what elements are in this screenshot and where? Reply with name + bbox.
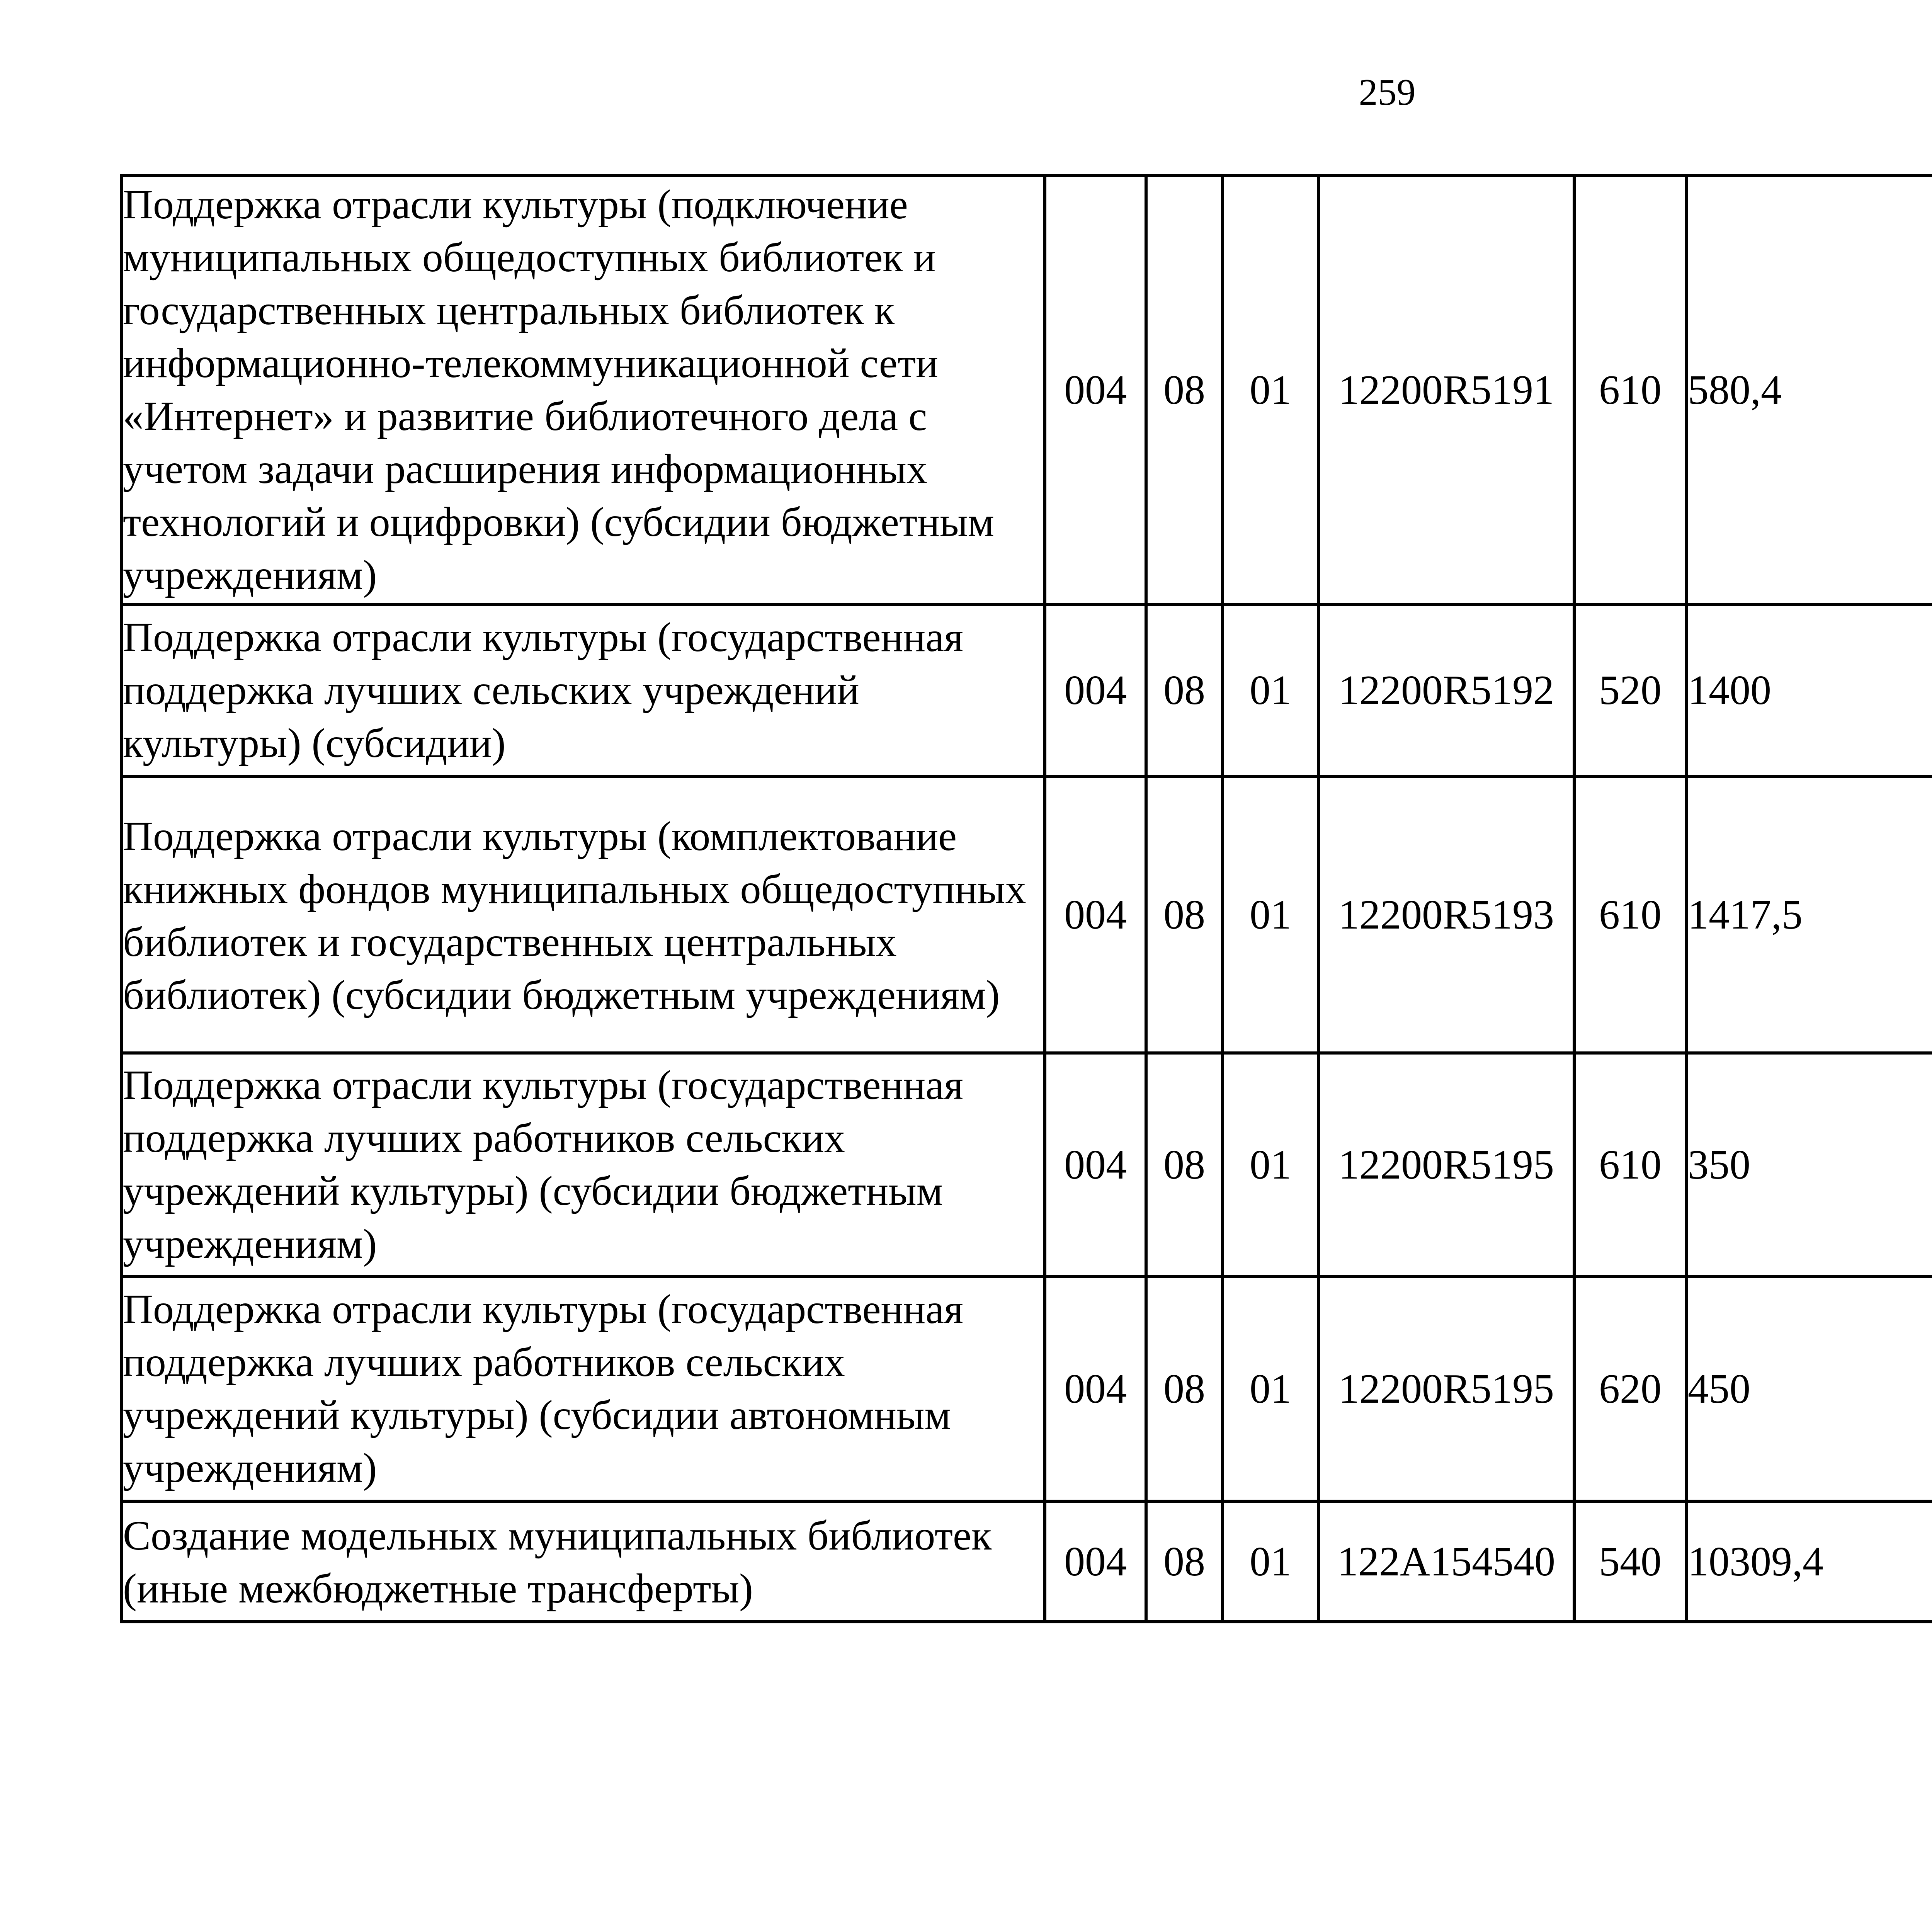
subsection-code: 01 — [1223, 1501, 1318, 1622]
section-code: 08 — [1146, 1276, 1223, 1501]
expense-type-code: 610 — [1574, 776, 1686, 1053]
section-code: 08 — [1146, 604, 1223, 776]
subsection-code: 01 — [1223, 175, 1318, 604]
subsection-code: 01 — [1223, 1053, 1318, 1276]
ministry-code: 004 — [1045, 776, 1146, 1053]
table-row — [121, 604, 1932, 776]
table-row — [121, 175, 1932, 604]
expense-description: Поддержка отрасли культуры (государственная поддержка лучших работников сельских учреждений культуры) (субсидии автономным учреждениям) — [121, 1276, 1045, 1501]
amount-cell: 350 — [1686, 1053, 1932, 1276]
target-item-code: 12200R5195 — [1318, 1276, 1574, 1501]
section-code: 08 — [1146, 175, 1223, 604]
expense-description: Поддержка отрасли культуры (подключение муниципальных общедоступных библиотек и государственных центральных библиотек к информационно-телекоммуникационной сети «Интернет» и развитие библиотечного дела с учетом задачи расширения информационных технологий и оцифровки) (субсидии бюджетным учреждениям) — [121, 175, 1045, 604]
ministry-code: 004 — [1045, 1053, 1146, 1276]
expense-description: Поддержка отрасли культуры (государственная поддержка лучших сельских учреждений культуры) (субсидии) — [121, 604, 1045, 776]
section-code: 08 — [1146, 1501, 1223, 1622]
section-code: 08 — [1146, 1053, 1223, 1276]
ministry-code: 004 — [1045, 1276, 1146, 1501]
target-item-code: 12200R5192 — [1318, 604, 1574, 776]
target-item-code: 12200R5195 — [1318, 1053, 1574, 1276]
subsection-code: 01 — [1223, 604, 1318, 776]
amount-cell: 1400 — [1686, 604, 1932, 776]
table-row — [121, 776, 1932, 1053]
ministry-code: 004 — [1045, 604, 1146, 776]
target-item-code: 122A154540 — [1318, 1501, 1574, 1622]
table-row — [121, 1501, 1932, 1622]
expense-type-code: 610 — [1574, 1053, 1686, 1276]
expense-type-code: 610 — [1574, 175, 1686, 604]
subsection-code: 01 — [1223, 1276, 1318, 1501]
budget-table — [120, 174, 1932, 1623]
expense-description: Поддержка отрасли культуры (государственная поддержка лучших работников сельских учреждений культуры) (субсидии бюджетным учреждениям) — [121, 1053, 1045, 1276]
amount-cell: 580,4 — [1686, 175, 1932, 604]
amount-cell: 10309,4 — [1686, 1501, 1932, 1622]
expense-type-code: 520 — [1574, 604, 1686, 776]
amount-cell: 450 — [1686, 1276, 1932, 1501]
target-item-code: 12200R5193 — [1318, 776, 1574, 1053]
expense-description: Создание модельных муниципальных библиотек (иные межбюджетные трансферты) — [121, 1501, 1045, 1622]
expense-type-code: 620 — [1574, 1276, 1686, 1501]
page-number: 259 — [1359, 71, 1416, 113]
table-row — [121, 1053, 1932, 1276]
ministry-code: 004 — [1045, 175, 1146, 604]
table-row — [121, 1276, 1932, 1501]
expense-description: Поддержка отрасли культуры (комплектование книжных фондов муниципальных общедоступных библиотек и государственных центральных библиотек) (субсидии бюджетным учреждениям) — [121, 776, 1045, 1053]
subsection-code: 01 — [1223, 776, 1318, 1053]
amount-cell: 1417,5 — [1686, 776, 1932, 1053]
ministry-code: 004 — [1045, 1501, 1146, 1622]
expense-type-code: 540 — [1574, 1501, 1686, 1622]
section-code: 08 — [1146, 776, 1223, 1053]
target-item-code: 12200R5191 — [1318, 175, 1574, 604]
